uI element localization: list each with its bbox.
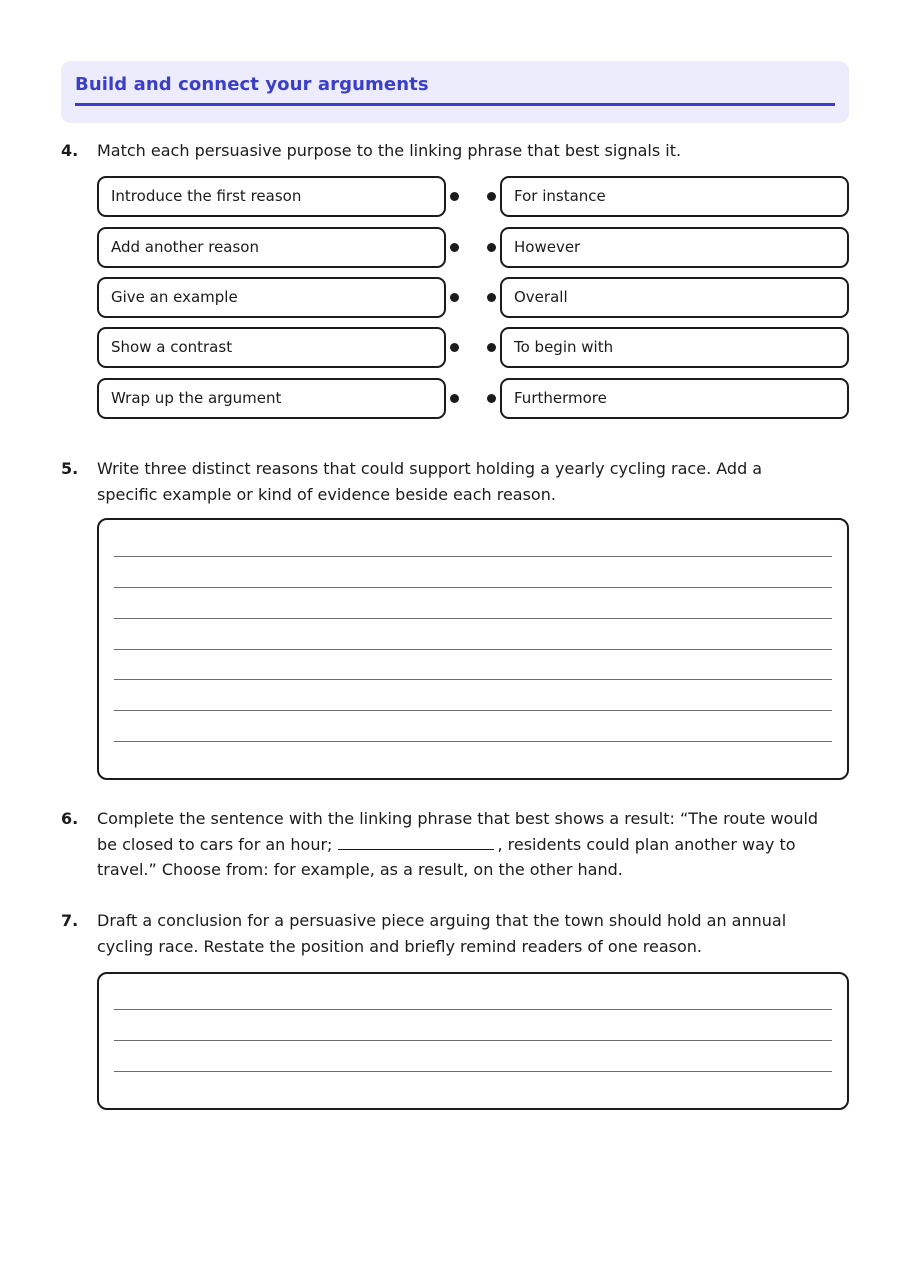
writing-line — [114, 556, 832, 557]
question-5-prompt: Write three distinct reasons that could support holding a yearly cycling race. Add a specific example or kind of evidence beside each reason. — [97, 459, 763, 504]
match-left-dot[interactable] — [450, 192, 459, 201]
match-left-dot[interactable] — [450, 343, 459, 352]
writing-line — [114, 587, 832, 588]
question-7-prompt: Draft a conclusion for a persuasive piece arguing that the town should hold an annual cycling race. Restate the position and briefly remind readers of one reason. — [97, 911, 787, 956]
writing-line — [114, 649, 832, 650]
match-left-dot[interactable] — [450, 243, 459, 252]
question-6-text-before: Complete the sentence with the linking phrase that best shows a result: “The route would be closed to cars for an hour; — [97, 809, 819, 854]
section-title: Build and connect your arguments — [75, 74, 429, 95]
match-right-dot[interactable] — [487, 394, 496, 403]
writing-line — [114, 1040, 832, 1041]
match-left-item[interactable]: Add another reason — [97, 227, 446, 268]
match-left-item[interactable]: Wrap up the argument — [97, 378, 446, 419]
match-right-item[interactable]: Furthermore — [500, 378, 849, 419]
match-left-item[interactable]: Show a contrast — [97, 327, 446, 368]
question-7-number: 7. — [61, 911, 79, 930]
question-6-number: 6. — [61, 809, 79, 828]
match-left-item[interactable]: Give an example — [97, 277, 446, 318]
match-left-dot[interactable] — [450, 293, 459, 302]
writing-line — [114, 679, 832, 680]
question-6-prompt — [97, 806, 827, 883]
match-right-dot[interactable] — [487, 243, 496, 252]
writing-line — [114, 710, 832, 711]
section-header — [61, 61, 849, 123]
question-5-number: 5. — [61, 459, 79, 478]
section-divider — [75, 103, 835, 106]
writing-line — [114, 741, 832, 742]
writing-line — [114, 618, 832, 619]
answer-box-q7[interactable] — [97, 972, 849, 1110]
match-right-dot[interactable] — [487, 293, 496, 302]
match-right-item[interactable]: Overall — [500, 277, 849, 318]
match-right-item[interactable]: For instance — [500, 176, 849, 217]
match-left-dot[interactable] — [450, 394, 459, 403]
question-4-prompt: Match each persuasive purpose to the linking phrase that best signals it. — [97, 141, 682, 160]
match-right-item[interactable]: However — [500, 227, 849, 268]
writing-line — [114, 1009, 832, 1010]
writing-line — [114, 1071, 832, 1072]
match-left-item[interactable]: Introduce the first reason — [97, 176, 446, 217]
question-4-number: 4. — [61, 141, 79, 160]
match-right-dot[interactable] — [487, 343, 496, 352]
match-right-dot[interactable] — [487, 192, 496, 201]
answer-box-q5[interactable] — [97, 518, 849, 780]
question-6-text-after: , residents could plan another way to travel.” Choose from: for example, as a result, on the other hand. — [97, 834, 796, 879]
match-right-item[interactable]: To begin with — [500, 327, 849, 368]
answer-blank-q6[interactable] — [338, 833, 494, 850]
